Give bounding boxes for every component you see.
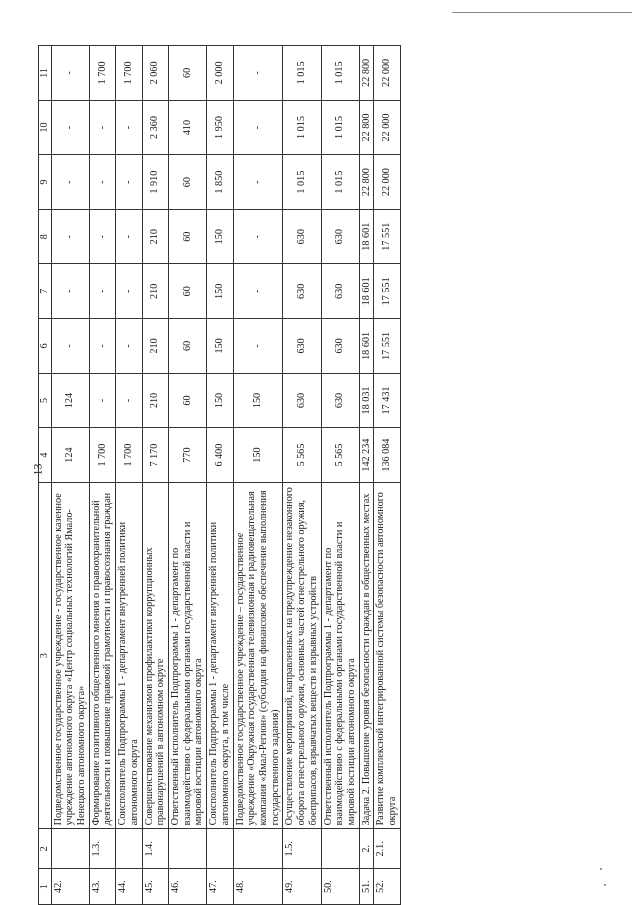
header-cell: 4: [39, 428, 52, 483]
amount-cell: 22 000: [374, 46, 400, 101]
amount-cell: 630: [321, 264, 359, 319]
description-cell: Соисполнитель Подпрограммы 1 - департамент внутренней политики автономного округа: [116, 482, 142, 829]
amount-cell: -: [89, 319, 115, 374]
amount-cell: 210: [142, 319, 168, 374]
amount-cell: 17 551: [374, 319, 400, 374]
budget-table: [38, 45, 401, 905]
amount-cell: 1 700: [89, 428, 115, 483]
amount-cell: 150: [233, 428, 283, 483]
row-number-cell: 43.: [89, 869, 115, 905]
amount-cell: -: [89, 100, 115, 155]
amount-cell: 630: [283, 373, 321, 428]
amount-cell: 1 015: [321, 100, 359, 155]
header-cell: 1: [39, 869, 52, 905]
scan-speck: [604, 884, 606, 886]
row-number-cell: 47.: [207, 869, 233, 905]
amount-cell: -: [116, 155, 142, 210]
amount-cell: 6 400: [207, 428, 233, 483]
row-number-cell: 51.: [359, 869, 374, 905]
amount-cell: 630: [283, 264, 321, 319]
item-code-cell: [321, 829, 359, 869]
row-number-cell: 42.: [51, 869, 89, 905]
table-row: [207, 46, 233, 905]
amount-cell: 630: [321, 319, 359, 374]
row-number-cell: 52.: [374, 869, 400, 905]
item-code-cell: [207, 829, 233, 869]
description-cell: Соисполнитель Подпрограммы 1 - департамент внутренней политики автономного округа, в том числе: [207, 482, 233, 829]
description-cell: Совершенствование механизмов профилактики коррупционных правонарушений в автономном округе: [142, 482, 168, 829]
item-code-cell: [168, 829, 206, 869]
amount-cell: 630: [321, 209, 359, 264]
amount-cell: 136 084: [374, 428, 400, 483]
amount-cell: 2 000: [207, 46, 233, 101]
header-cell: 8: [39, 209, 52, 264]
amount-cell: -: [116, 319, 142, 374]
amount-cell: 18 031: [359, 373, 374, 428]
description-cell: Подведомственное государственное учреждение – государственное учреждение «Окружная государственная телевизионная и радиовещательная компания «Ямал-Регион» (субсидия на финансовое обеспечение выполнения государственного задания): [233, 482, 283, 829]
amount-cell: 150: [207, 373, 233, 428]
amount-cell: 5 565: [321, 428, 359, 483]
item-code-cell: 1.4.: [142, 829, 168, 869]
amount-cell: 770: [168, 428, 206, 483]
description-cell: Ответственный исполнитель Подпрограммы 1 - департамент по взаимодействию с федеральными органами государственной власти и мировой юстиции автономного округа: [321, 482, 359, 829]
amount-cell: 124: [51, 428, 89, 483]
amount-cell: -: [51, 155, 89, 210]
table-row: [283, 46, 321, 905]
amount-cell: 1 015: [283, 46, 321, 101]
header-cell: 9: [39, 155, 52, 210]
amount-cell: 18 601: [359, 209, 374, 264]
table-row: [233, 46, 283, 905]
amount-cell: 410: [168, 100, 206, 155]
amount-cell: -: [116, 209, 142, 264]
amount-cell: 22 800: [359, 155, 374, 210]
amount-cell: 1 015: [283, 100, 321, 155]
page-number: 13: [30, 463, 45, 476]
amount-cell: 150: [207, 209, 233, 264]
amount-cell: 22 800: [359, 100, 374, 155]
row-number-cell: 46.: [168, 869, 206, 905]
table-row: [168, 46, 206, 905]
header-cell: 10: [39, 100, 52, 155]
amount-cell: 1 700: [116, 46, 142, 101]
amount-cell: 124: [51, 373, 89, 428]
item-code-cell: 2.: [359, 829, 374, 869]
table-row: [89, 46, 115, 905]
amount-cell: 630: [321, 373, 359, 428]
amount-cell: 210: [142, 209, 168, 264]
amount-cell: 150: [207, 264, 233, 319]
amount-cell: -: [233, 100, 283, 155]
item-code-cell: 1.3.: [89, 829, 115, 869]
amount-cell: 60: [168, 209, 206, 264]
amount-cell: -: [233, 46, 283, 101]
header-cell: 5: [39, 373, 52, 428]
amount-cell: -: [51, 100, 89, 155]
amount-cell: -: [89, 155, 115, 210]
amount-cell: 150: [207, 319, 233, 374]
header-cell: 2: [39, 829, 52, 869]
table-row: [142, 46, 168, 905]
amount-cell: 18 601: [359, 319, 374, 374]
amount-cell: -: [51, 46, 89, 101]
amount-cell: -: [116, 100, 142, 155]
table-row: [359, 46, 374, 905]
amount-cell: 22 000: [374, 155, 400, 210]
header-cell: 11: [39, 46, 52, 101]
amount-cell: -: [51, 319, 89, 374]
description-cell: Ответственный исполнитель Подпрограммы 1 - департамент по взаимодействию с федеральными органами государственной власти и мировой юстиции автономного округа: [168, 482, 206, 829]
header-cell: 3: [39, 482, 52, 829]
amount-cell: 17 551: [374, 209, 400, 264]
description-cell: Задача 2. Повышение уровня безопасности граждан в общественных местах: [359, 482, 374, 829]
row-number-cell: 44.: [116, 869, 142, 905]
item-code-cell: [116, 829, 142, 869]
amount-cell: 5 565: [283, 428, 321, 483]
amount-cell: 2 060: [142, 46, 168, 101]
row-number-cell: 49.: [283, 869, 321, 905]
table-body: [39, 46, 401, 905]
table-header-row: [39, 46, 52, 905]
table-row: [116, 46, 142, 905]
table-row: [321, 46, 359, 905]
description-cell: Осуществление мероприятий, направленных на предупреждение незаконного оборота огнестрельного оружия, основных частей огнестрельного оружия, боеприпасов, взрывчатых веществ и взрывных устройств: [283, 482, 321, 829]
amount-cell: -: [51, 209, 89, 264]
amount-cell: 210: [142, 264, 168, 319]
amount-cell: 60: [168, 373, 206, 428]
description-cell: Формирование позитивного общественного мнения о правоохранительной деятельности и повышение правовой грамотности и правосознания граждан: [89, 482, 115, 829]
amount-cell: -: [89, 264, 115, 319]
item-code-cell: 2.1.: [374, 829, 400, 869]
amount-cell: -: [116, 373, 142, 428]
amount-cell: -: [233, 319, 283, 374]
amount-cell: 7 170: [142, 428, 168, 483]
amount-cell: 1 850: [207, 155, 233, 210]
item-code-cell: 1.5.: [283, 829, 321, 869]
amount-cell: 630: [283, 319, 321, 374]
amount-cell: 210: [142, 373, 168, 428]
amount-cell: -: [233, 155, 283, 210]
amount-cell: 60: [168, 46, 206, 101]
amount-cell: 22 000: [374, 100, 400, 155]
item-code-cell: [233, 829, 283, 869]
amount-cell: -: [233, 264, 283, 319]
row-number-cell: 48.: [233, 869, 283, 905]
amount-cell: -: [89, 373, 115, 428]
row-number-cell: 50.: [321, 869, 359, 905]
amount-cell: 1 950: [207, 100, 233, 155]
amount-cell: 60: [168, 319, 206, 374]
amount-cell: 17 431: [374, 373, 400, 428]
amount-cell: 150: [233, 373, 283, 428]
amount-cell: -: [233, 209, 283, 264]
amount-cell: 1 015: [283, 155, 321, 210]
description-cell: Развитие комплексной интегрированной системы безопасности автономного округа: [374, 482, 400, 829]
amount-cell: 142 234: [359, 428, 374, 483]
amount-cell: 22 800: [359, 46, 374, 101]
scan-artifact-line: [452, 12, 632, 13]
item-code-cell: [51, 829, 89, 869]
table-row: [51, 46, 89, 905]
amount-cell: 1 015: [321, 155, 359, 210]
scan-speck: [600, 868, 602, 870]
amount-cell: 1 700: [89, 46, 115, 101]
amount-cell: -: [89, 209, 115, 264]
header-cell: 7: [39, 264, 52, 319]
row-number-cell: 45.: [142, 869, 168, 905]
amount-cell: -: [51, 264, 89, 319]
amount-cell: 1 700: [116, 428, 142, 483]
amount-cell: 18 601: [359, 264, 374, 319]
rotated-table-container: [38, 45, 598, 905]
amount-cell: 630: [283, 209, 321, 264]
amount-cell: 1 015: [321, 46, 359, 101]
amount-cell: 1 910: [142, 155, 168, 210]
amount-cell: 2 360: [142, 100, 168, 155]
amount-cell: 17 551: [374, 264, 400, 319]
description-cell: Подведомственное государственное учреждение - государственное казенное учреждение автономного округа «Центр социальных технологий Ямало-Ненецкого автономного округа»: [51, 482, 89, 829]
amount-cell: 60: [168, 264, 206, 319]
header-cell: 6: [39, 319, 52, 374]
amount-cell: 60: [168, 155, 206, 210]
amount-cell: -: [116, 264, 142, 319]
table-row: [374, 46, 400, 905]
